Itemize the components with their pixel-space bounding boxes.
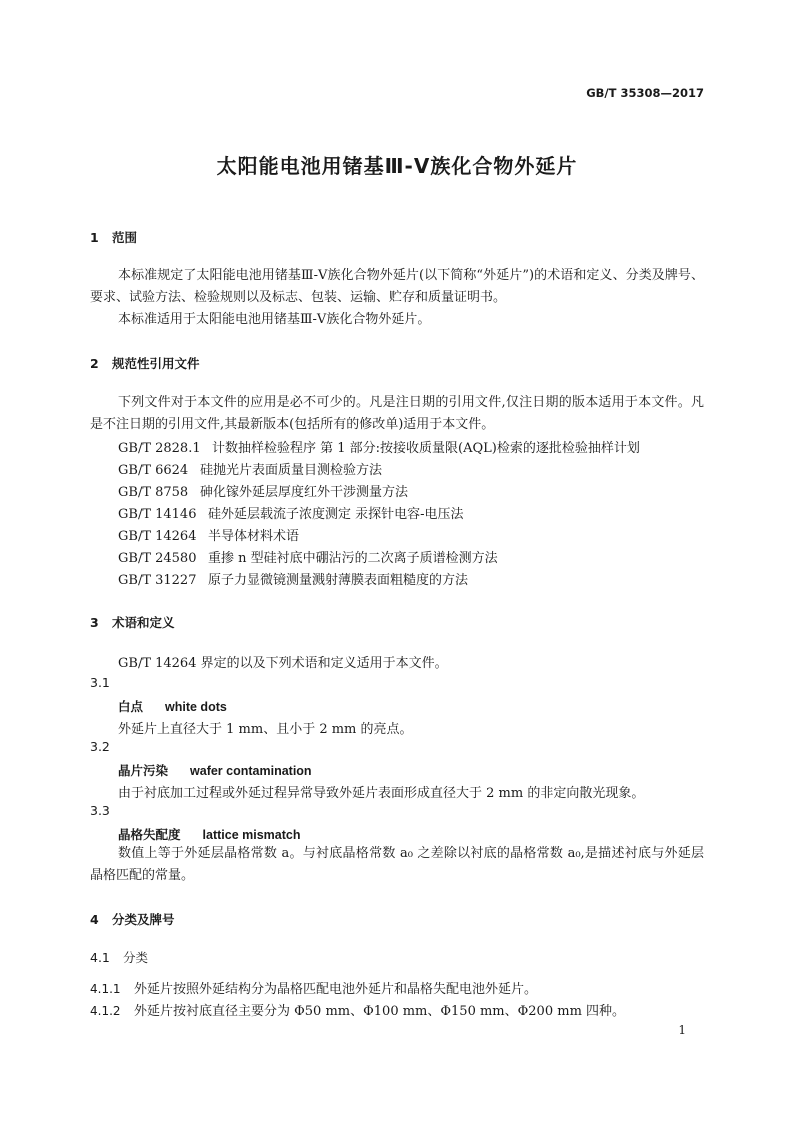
- reference-code: GB/T 8758: [118, 485, 189, 500]
- term-definition: 外延片上直径大于 1 mm、且小于 2 mm 的亮点。: [118, 722, 413, 737]
- term-chinese: 晶格失配度: [118, 827, 181, 842]
- reference-title: 硅外延层载流子浓度测定 汞探针电容-电压法: [208, 507, 464, 522]
- term-chinese: 白点: [118, 699, 144, 714]
- term-heading: [118, 825, 300, 843]
- clause-text: 外延片按衬底直径主要分为 Φ50 mm、Φ100 mm、Φ150 mm、Φ200 mm 四种。: [134, 1004, 626, 1019]
- reference-title: 计数抽样检验程序 第 1 部分:按接收质量限(AQL)检索的逐批检验抽样计划: [212, 441, 640, 456]
- section-number: 2: [90, 356, 99, 371]
- reference-code: GB/T 31227: [118, 573, 197, 588]
- standard-code: GB/T 35308—2017: [586, 86, 704, 100]
- reference-item: [118, 547, 498, 566]
- reference-title: 半导体材料术语: [208, 529, 300, 544]
- reference-title: 砷化镓外延层厚度红外干涉测量方法: [200, 485, 409, 500]
- terms-intro-paragraph: GB/T 14264 界定的以及下列术语和定义适用于本文件。: [118, 656, 448, 671]
- document-title: 太阳能电池用锗基Ⅲ-Ⅴ族化合物外延片: [216, 154, 578, 178]
- section-number: 1: [90, 230, 99, 245]
- reference-title: 硅抛光片表面质量目测检验方法: [200, 463, 383, 478]
- term-chinese: 晶片污染: [118, 763, 169, 778]
- section-title: 术语和定义: [112, 615, 175, 630]
- term-number: 3.3: [90, 803, 110, 818]
- term-heading: [118, 697, 227, 715]
- section-heading-normative-references: [90, 354, 200, 372]
- reference-title: 重掺 n 型硅衬底中硼沾污的二次离子质谱检测方法: [208, 551, 498, 566]
- term-english: lattice mismatch: [202, 828, 301, 842]
- reference-code: GB/T 2828.1: [118, 441, 201, 456]
- subsection-number: 4.1: [90, 950, 110, 965]
- scope-paragraph-1: 本标准规定了太阳能电池用锗基Ⅲ-Ⅴ族化合物外延片(以下简称“外延片”)的术语和定义、分类及牌号、要求、试验方法、检验规则以及标志、包装、运输、贮存和质量证明书。: [90, 268, 704, 305]
- reference-item: [118, 525, 299, 544]
- clause-number: 4.1.2: [90, 1004, 121, 1018]
- clause-text: 外延片按照外延结构分为晶格匹配电池外延片和晶格失配电池外延片。: [134, 982, 538, 997]
- reference-code: GB/T 14264: [118, 529, 197, 544]
- reference-item: [118, 503, 464, 522]
- section-title: 分类及牌号: [112, 912, 175, 927]
- term-heading: [118, 761, 312, 779]
- term-number: 3.1: [90, 675, 110, 690]
- subsection-heading: [90, 948, 148, 966]
- scope-paragraph-2: 本标准适用于太阳能电池用锗基Ⅲ-Ⅴ族化合物外延片。: [118, 312, 431, 327]
- section-title: 范围: [112, 230, 138, 245]
- reference-item: [118, 437, 640, 456]
- term-definition: 由于衬底加工过程或外延过程异常导致外延片表面形成直径大于 2 mm 的非定向散光现象。: [118, 786, 645, 801]
- reference-item: [118, 569, 468, 588]
- section-number: 3: [90, 615, 99, 630]
- term-english: wafer contamination: [190, 764, 312, 778]
- section-number: 4: [90, 912, 99, 927]
- section-title: 规范性引用文件: [112, 356, 200, 371]
- clause-number: 4.1.1: [90, 982, 121, 996]
- reference-code: GB/T 6624: [118, 463, 189, 478]
- clause-item: [90, 978, 537, 997]
- clause-item: [90, 1000, 625, 1019]
- reference-title: 原子力显微镜测量溅射薄膜表面粗糙度的方法: [208, 573, 469, 588]
- term-definition: 数值上等于外延层晶格常数 a。与衬底晶格常数 a₀ 之差除以衬底的晶格常数 a₀,是描述衬底与外延层晶格匹配的常量。: [90, 846, 704, 883]
- reference-code: GB/T 14146: [118, 507, 197, 522]
- reference-item: [118, 481, 408, 500]
- references-intro-paragraph: 下列文件对于本文件的应用是必不可少的。凡是注日期的引用文件,仅注日期的版本适用于本文件。凡是不注日期的引用文件,其最新版本(包括所有的修改单)适用于本文件。: [90, 395, 704, 432]
- subsection-title: 分类: [123, 950, 149, 965]
- section-heading-classification: [90, 910, 175, 928]
- reference-code: GB/T 24580: [118, 551, 197, 566]
- term-english: white dots: [165, 700, 227, 714]
- reference-item: [118, 459, 382, 478]
- section-heading-scope: [90, 228, 137, 246]
- page-number: 1: [678, 1023, 686, 1037]
- section-heading-terms: [90, 613, 175, 631]
- term-number: 3.2: [90, 739, 110, 754]
